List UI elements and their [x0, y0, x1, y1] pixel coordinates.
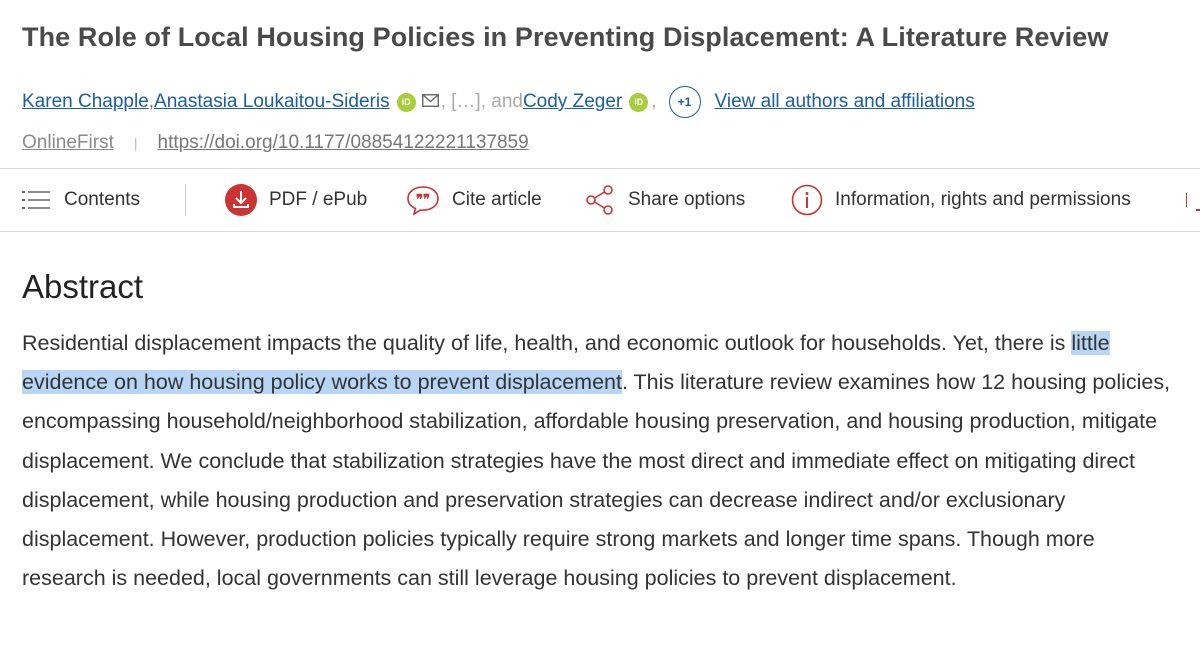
- pdf-epub-label: PDF / ePub: [269, 189, 368, 210]
- doi-link[interactable]: https://doi.org/10.1177/08854122221137859: [157, 132, 529, 153]
- more-authors-button[interactable]: +1: [669, 86, 701, 118]
- quote-icon: [406, 184, 440, 216]
- cropped-toolbar-item-tail: [1196, 209, 1200, 211]
- share-options-label: Share options: [628, 189, 746, 210]
- abstract-text: [22, 324, 1172, 598]
- author-link-karen-chapple[interactable]: Karen Chapple: [22, 91, 149, 112]
- toolbar-divider: [185, 184, 186, 216]
- share-icon: [584, 184, 616, 216]
- share-options-button[interactable]: [584, 169, 745, 231]
- abstract-heading: Abstract: [22, 268, 144, 305]
- author-separator: ,: [148, 91, 155, 112]
- cropped-toolbar-item: [1186, 193, 1200, 207]
- abstract-text-part: . This literature review examines how 12 housing policies, encompassing household/neighborhood stabilization, affordable housing preservation, and housing production, mitigate displacement. We conclude that stabilization strategies have the most direct and immediate effect on mitigating direct displacement, while housing production and preservation strategies can decrease indirect and/or exclusionary displacement. However, production policies typically require strong markets and longer time spans. Though more research is needed, local governments can still leverage housing policies to prevent displacement.: [22, 370, 1171, 591]
- contents-button[interactable]: [22, 169, 140, 231]
- cite-article-label: Cite article: [452, 189, 542, 210]
- menu-list-icon: [22, 189, 52, 211]
- orcid-icon[interactable]: iD: [629, 93, 648, 112]
- author-separator: ,: [651, 91, 657, 112]
- article-meta: [22, 132, 529, 154]
- view-all-authors-link[interactable]: View all authors and affiliations: [714, 91, 975, 112]
- meta-separator: |: [133, 135, 138, 151]
- author-link-anastasia-loukaitou-sideris[interactable]: Anastasia Loukaitou-Sideris: [154, 91, 390, 112]
- orcid-icon[interactable]: iD: [397, 93, 416, 112]
- article-toolbar: [0, 168, 1200, 232]
- pdf-epub-button[interactable]: [225, 169, 367, 231]
- publication-status-link[interactable]: OnlineFirst: [22, 132, 114, 153]
- information-rights-button[interactable]: [791, 169, 1131, 231]
- article-title: The Role of Local Housing Policies in Preventing Displacement: A Literature Review: [22, 22, 1109, 52]
- author-link-cody-zeger[interactable]: Cody Zeger: [522, 91, 623, 112]
- authors-ellipsis: , […], and: [440, 91, 523, 112]
- cite-article-button[interactable]: [406, 169, 542, 231]
- author-list: [22, 86, 975, 118]
- contents-label: Contents: [64, 189, 141, 210]
- info-icon: [791, 184, 823, 216]
- highlighted-selection: little evidence on how housing policy works to prevent displacement: [22, 331, 1110, 395]
- download-icon: [225, 184, 257, 216]
- abstract-text-part: Residential displacement impacts the quality of life, health, and economic outlook for households. Yet, there is: [22, 331, 1072, 355]
- mail-icon[interactable]: [422, 91, 439, 113]
- svg-text:❞❞: ❞❞: [416, 191, 430, 207]
- information-rights-label: Information, rights and permissions: [835, 189, 1131, 210]
